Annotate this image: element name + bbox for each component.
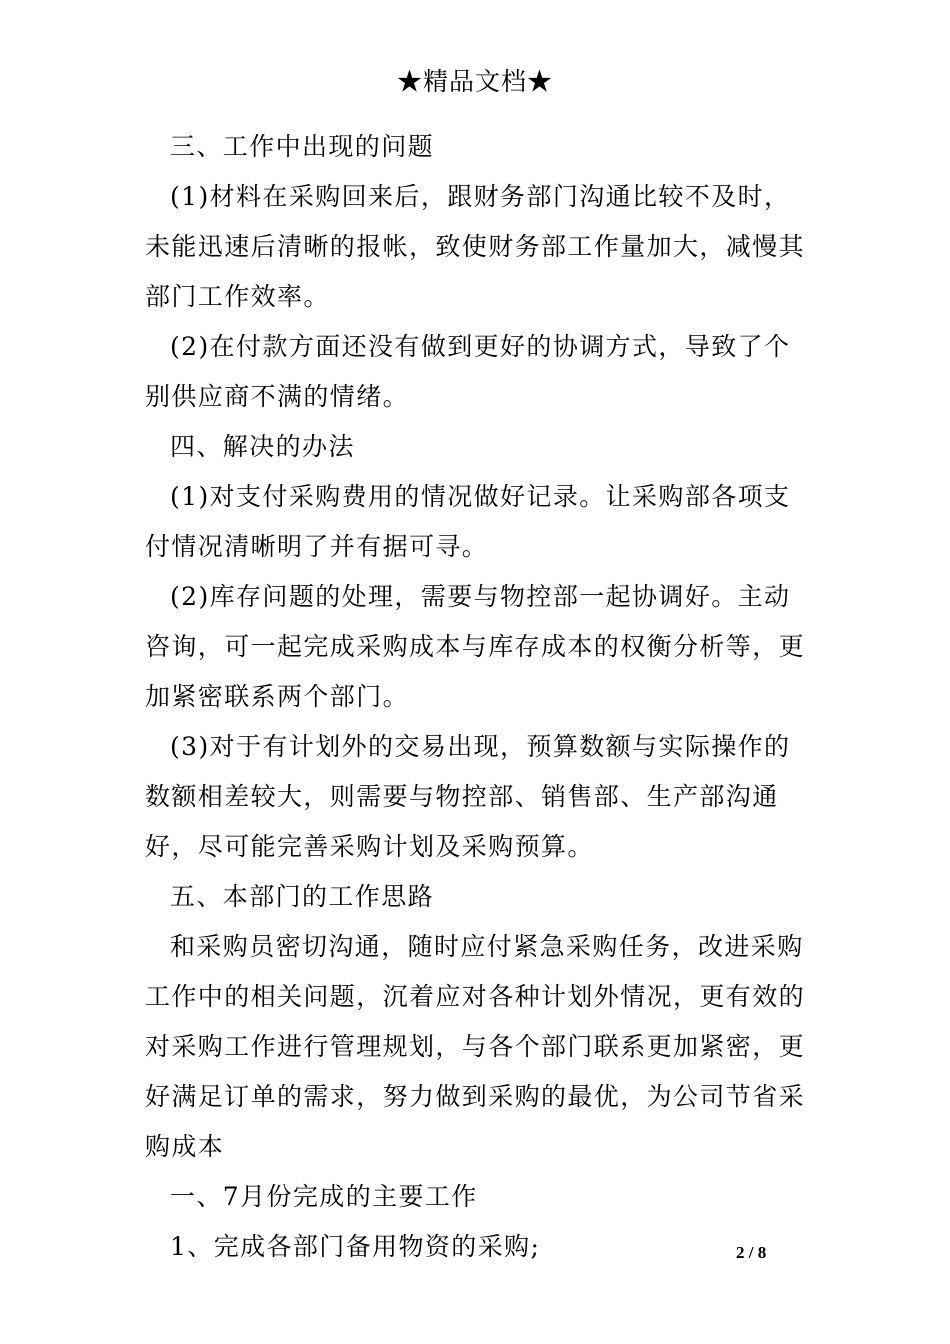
paragraph-solution-2: (2)库存问题的处理，需要与物控部一起协调好。主动咨询，可一起完成采购成本与库存成本的权衡分析等，更加紧密联系两个部门。 [145, 582, 806, 711]
document-header-title: ★精品文档★ [396, 67, 553, 96]
paragraph-solution-3: (3)对于有计划外的交易出现，预算数额与实际操作的数额相差较大，则需要与物控部、销售部、生产部沟通好，尽可能完善采购计划及采购预算。 [145, 732, 791, 861]
document-body [145, 122, 810, 1272]
paragraph-problem-1: (1)材料在采购回来后，跟财务部门沟通比较不及时，未能迅速后清晰的报帐，致使财务部工作量加大，减慢其部门工作效率。 [145, 182, 806, 311]
page-number: 2 / 8 [736, 1243, 767, 1262]
section-heading-work-plan: 五、本部门的工作思路 [170, 882, 435, 911]
section-heading-solutions: 四、解决的办法 [170, 432, 355, 461]
paragraph-problem-2: (2)在付款方面还没有做到更好的协调方式，导致了个别供应商不满的情绪。 [145, 332, 791, 411]
paragraph-work-plan: 和采购员密切沟通，随时应付紧急采购任务，改进采购工作中的相关问题，沉着应对各种计划外情况，更有效的对采购工作进行管理规划，与各个部门联系更加紧密，更好满足订单的需求，努力做到采购的最优，为公司节省采购成本 [145, 932, 806, 1161]
section-heading-july-work: 一、7月份完成的主要工作 [170, 1182, 478, 1211]
paragraph-solution-1: (1)对支付采购费用的情况做好记录。让采购部各项支付情况清晰明了并有据可寻。 [145, 482, 791, 561]
section-heading-problems: 三、工作中出现的问题 [170, 132, 435, 161]
paragraph-july-item-1: 1、完成各部门备用物资的采购; [170, 1232, 541, 1261]
